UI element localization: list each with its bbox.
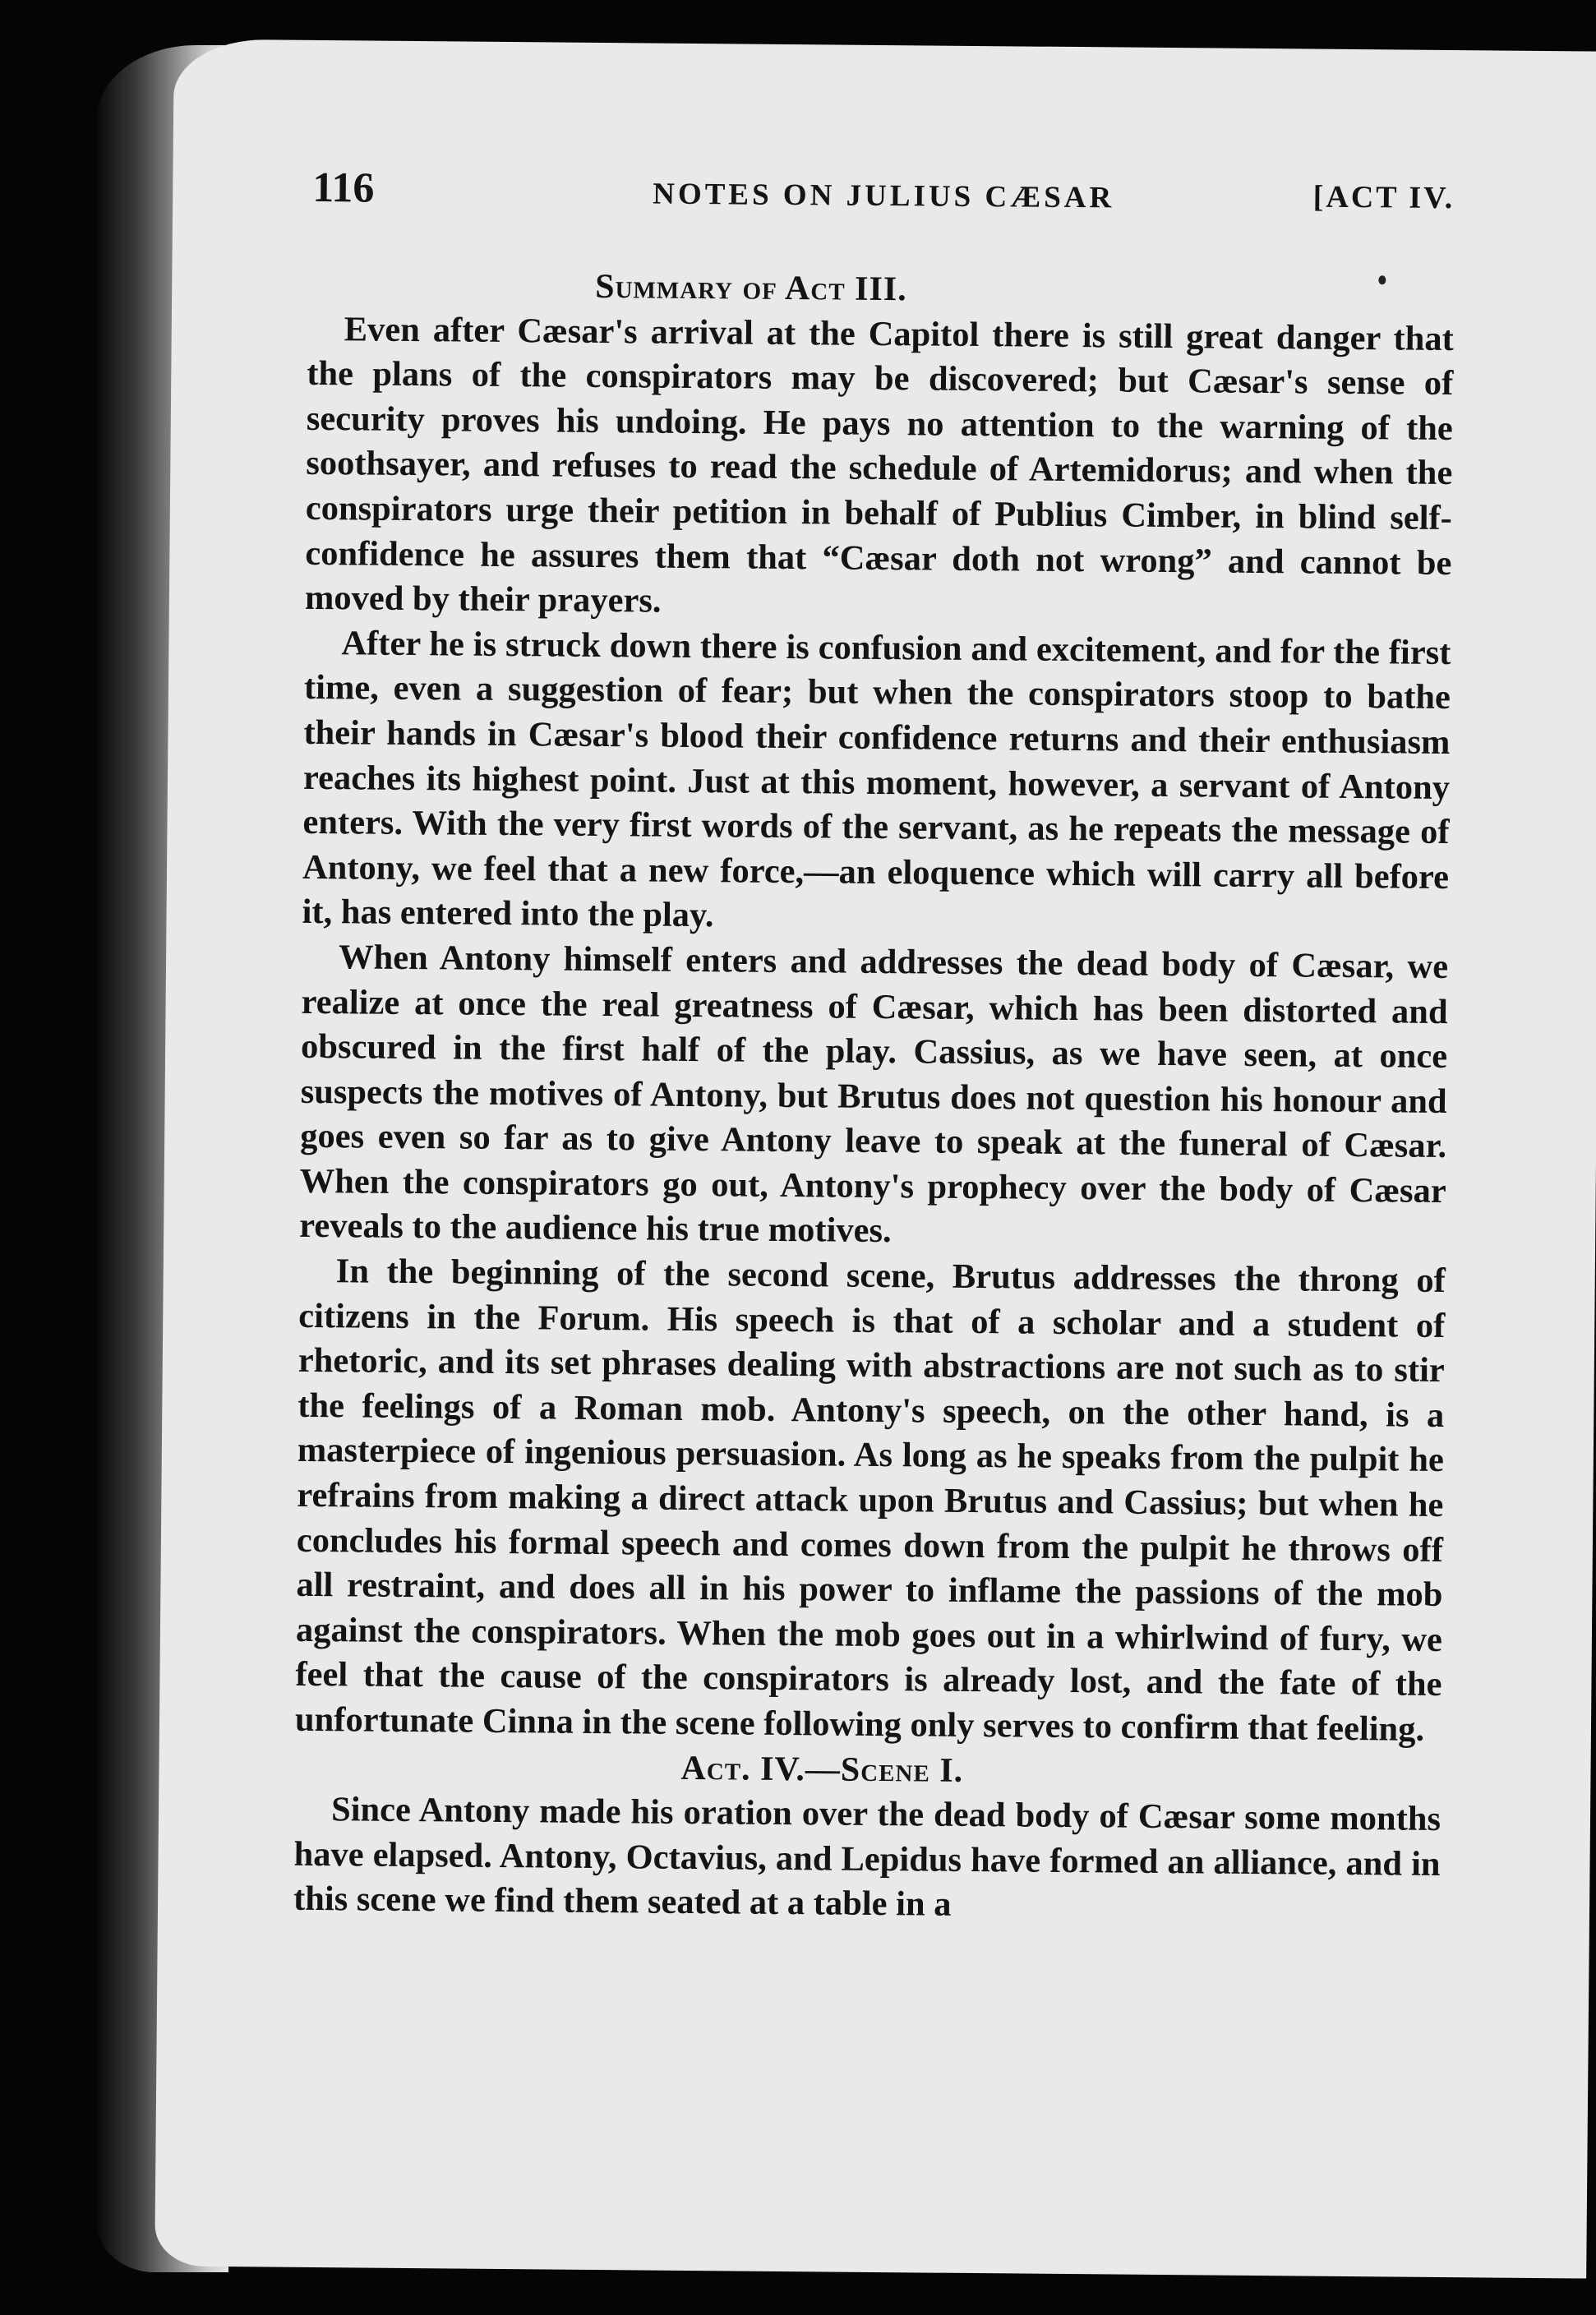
body-text [293,262,1455,1932]
book-page [155,39,1596,2278]
summary-paragraph: In the beginning of the second scene, Brutus addresses the throng of citizens in the Forum. His speech is that of a scholar and a student of rhetoric, and its set phrases dealing with abstractions are not such as to stir the feelings of a Roman mob. Antony's speech, on the other hand, is a masterpiece of ingenious persuasion. As long as he speaks from the pulpit he refrains from making a direct attack upon Brutus and Cassius; but when he concludes his formal speech and comes down from the pulpit he throws off all restraint, and does all in his power to inflame the passions of the mob against the conspirators. When the mob goes out in a whirlwind of fury, we feel that the cause of the conspirators is already lost, and the fate of the unfortunate Cinna in the scene following only serves to confirm that feeling. [294,1252,1446,1749]
act-marker: [ACT IV. [1312,179,1455,216]
summary-heading: Summary of Act III. [595,267,907,309]
summary-paragraph: Even after Cæsar's arrival at the Capitol there is still great danger that the plans of the conspirators may be discovered; but Cæsar's sense of security proves his undoing. He pays no attention to the warning of the soothsayer, and refuses to read the schedule of Artemidorus; and when the conspirators urge their petition in behalf of Publius Cimber, in blind self-confidence he assures them that “Cæsar doth not wrong” and cannot be moved by their prayers. [304,309,1454,620]
scene-paragraph: Since Antony made his oration over the dead body of Cæsar some months have elapsed. Antony, Octavius, and Lepidus have formed an alliance, and in this scene we find them seated at a table in a [293,1790,1441,1925]
summary-paragraph: When Antony himself enters and addresses the dead body of Cæsar, we realize at once the real greatness of Cæsar, which has been distorted and obscured in the first half of the play. Cassius, as we have seen, at once suspects the motives of Antony, but Brutus does not question his honour and goes even so far as to give Antony leave to speak at the funeral of Cæsar. When the conspirators go out, Antony's prophecy over the body of Cæsar reveals to the audience his true motives. [299,938,1449,1251]
summary-paragraph: After he is struck down there is confusion and excitement, and for the first time, even a suggestion of fear; but when the conspirators stoop to bathe their hands in Cæsar's blood their confidence returns and their enthusiasm reaches its highest point. Just at this moment, however, a servant of Antony enters. With the very first words of the servant, as he repeats the message of Antony, we feel that a new force,—an eloquence which will carry all before it, has entered into the play. [302,624,1451,935]
scene-heading: Act. IV.—Scene I. [680,1749,964,1790]
page-number: 116 [312,164,375,212]
page-header [312,164,1455,231]
running-title: NOTES ON JULIUS CÆSAR [653,177,1115,215]
